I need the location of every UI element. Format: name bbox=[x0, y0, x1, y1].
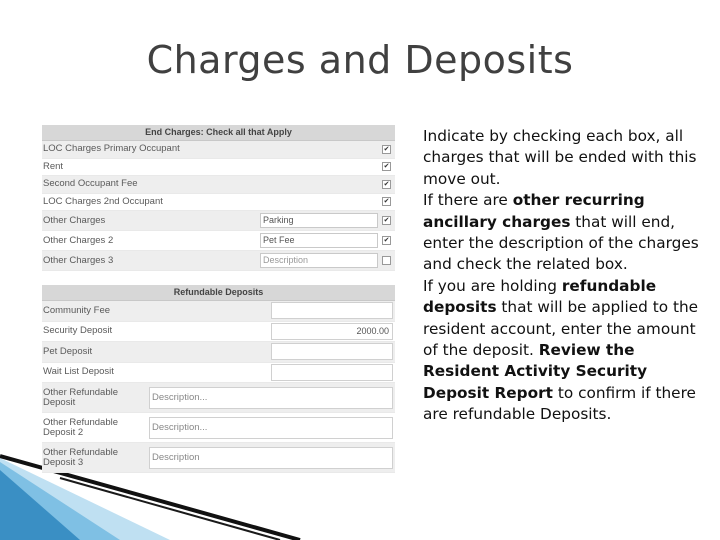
end-charge-checkbox[interactable]: ✔ bbox=[383, 237, 390, 244]
end-charge-checkbox[interactable]: ✔ bbox=[383, 180, 390, 188]
end-charge-row bbox=[42, 176, 395, 194]
deposit-label: Security Deposit bbox=[43, 325, 113, 337]
end-charge-checkbox[interactable]: ✔ bbox=[383, 145, 390, 153]
other-deposit-label-line: Other Refundable bbox=[43, 386, 118, 398]
end-charge-checkbox[interactable] bbox=[382, 256, 391, 265]
end-charge-row bbox=[42, 159, 395, 177]
instruction-paragraph-2: If there are other recurring ancillary charges that will end, enter the description of the charges and check the related box. bbox=[423, 191, 699, 274]
deposit-row bbox=[42, 322, 395, 343]
deposit-label: Wait List Deposit bbox=[43, 366, 114, 378]
end-charge-row bbox=[42, 231, 395, 251]
end-charge-row bbox=[42, 141, 395, 159]
refundable-deposits-header: Refundable Deposits bbox=[42, 285, 395, 301]
charge-description-input[interactable]: Pet Fee bbox=[260, 233, 378, 248]
instructions-text bbox=[423, 126, 708, 426]
other-deposit-description-input[interactable]: Description... bbox=[149, 387, 393, 409]
slide-title: Charges and Deposits bbox=[146, 38, 574, 82]
end-charge-label: Other Charges 2 bbox=[43, 234, 114, 246]
deposit-amount-input[interactable] bbox=[271, 343, 393, 360]
other-deposit-row bbox=[42, 443, 395, 473]
refundable-deposits-list bbox=[42, 301, 395, 383]
deposit-label: Pet Deposit bbox=[43, 345, 93, 357]
other-deposit-label-line: Deposit 2 bbox=[43, 426, 84, 438]
charge-description-input[interactable]: Description bbox=[260, 253, 378, 268]
other-deposits-list bbox=[42, 383, 395, 473]
end-charge-label: LOC Charges 2nd Occupant bbox=[43, 195, 163, 207]
end-charges-list bbox=[42, 141, 395, 271]
deposit-label: Community Fee bbox=[43, 304, 111, 316]
end-charge-label: Second Occupant Fee bbox=[43, 178, 138, 190]
other-deposit-description-input[interactable]: Description... bbox=[149, 417, 393, 439]
end-charge-checkbox[interactable]: ✔ bbox=[383, 163, 390, 171]
other-deposit-description-input[interactable]: Description bbox=[149, 447, 393, 469]
other-deposit-label bbox=[42, 418, 149, 438]
end-charges-header: End Charges: Check all that Apply bbox=[42, 125, 395, 141]
other-deposit-row bbox=[42, 383, 395, 413]
other-deposit-label-line: Other Refundable bbox=[43, 446, 118, 458]
end-charge-checkbox[interactable]: ✔ bbox=[383, 198, 390, 206]
other-deposit-label-line: Deposit 3 bbox=[43, 456, 84, 468]
deposit-amount-input[interactable] bbox=[271, 364, 393, 381]
end-charge-row bbox=[42, 211, 395, 231]
end-charge-label: Other Charges 3 bbox=[43, 254, 114, 266]
instruction-paragraph-1: Indicate by checking each box, all charges that will be ended with this move out. bbox=[423, 127, 697, 188]
deposit-amount-input[interactable] bbox=[271, 302, 393, 319]
other-deposit-label bbox=[42, 448, 149, 468]
instruction-paragraph-3: If you are holding refundable deposits that will be applied to the resident account, enter the amount of the deposit. Review the Resident Activity Security Deposit Report to confirm if there are refundable Deposits. bbox=[423, 276, 699, 424]
deposit-row bbox=[42, 301, 395, 322]
screenshot-panel bbox=[42, 125, 395, 473]
other-deposit-label-line: Deposit bbox=[43, 396, 76, 408]
deposit-row bbox=[42, 342, 395, 363]
charge-description-input[interactable]: Parking bbox=[260, 213, 378, 228]
end-charge-row bbox=[42, 194, 395, 212]
end-charge-label: LOC Charges Primary Occupant bbox=[43, 143, 180, 155]
deposit-row bbox=[42, 363, 395, 384]
other-deposit-label bbox=[42, 388, 149, 408]
end-charge-row bbox=[42, 251, 395, 271]
deposit-amount-input[interactable]: 2000.00 bbox=[271, 323, 393, 340]
other-deposit-row bbox=[42, 413, 395, 443]
end-charge-label: Other Charges bbox=[43, 214, 106, 226]
end-charge-label: Rent bbox=[43, 160, 64, 172]
end-charge-checkbox[interactable]: ✔ bbox=[383, 217, 390, 224]
other-deposit-label-line: Other Refundable bbox=[43, 416, 118, 428]
